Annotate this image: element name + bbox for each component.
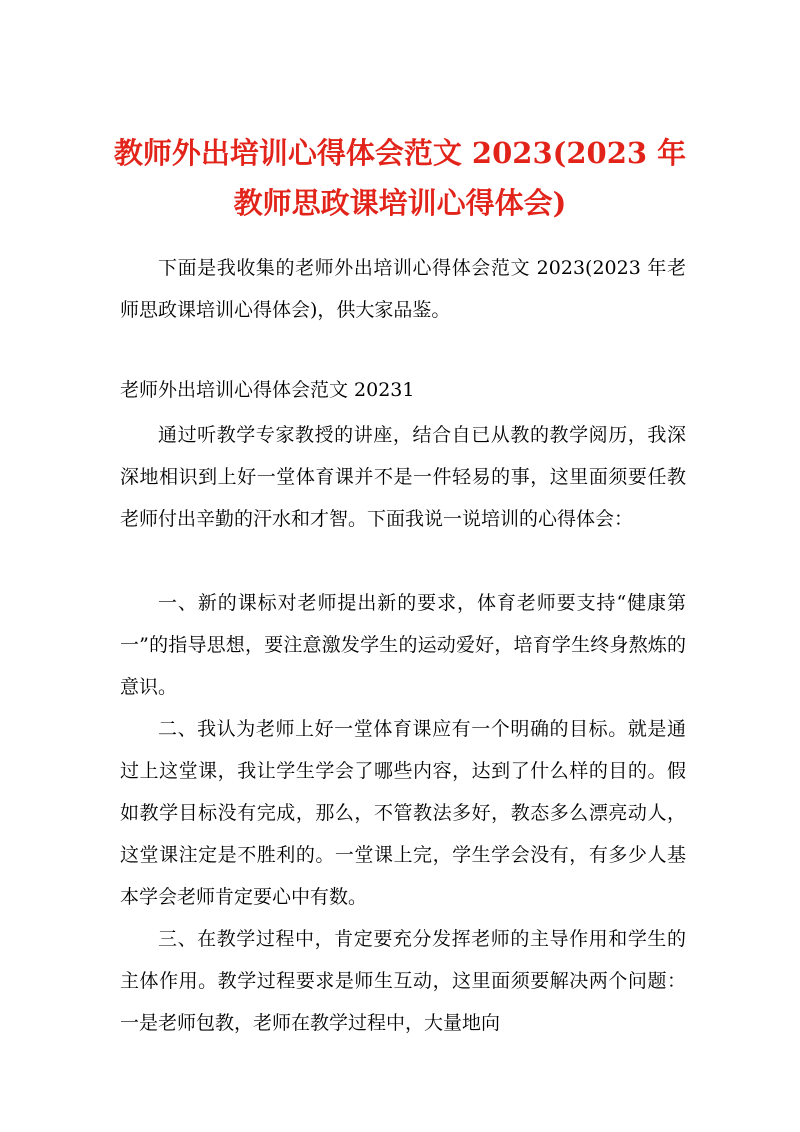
body-paragraph-2: 一、新的课标对老师提出新的要求，体育老师要支持“健康第一”的指导思想，要注意激发学生的运动爱好，培育学生终身熬炼的意识。 <box>120 592 686 698</box>
section-heading: 老师外出培训心得体会范文 20231 <box>120 379 415 401</box>
document-title: 教师外出培训心得体会范文 2023(2023 年教师思政课培训心得体会) <box>113 136 687 220</box>
body-paragraph-1: 通过听教学专家教授的讲座，结合自已从教的教学阅历，我深深地相识到上好一堂体育课并不是一件轻易的事，这里面须要任教老师付出辛勤的汗水和才智。下面我说一说培训的心得体会： <box>120 424 686 530</box>
body-paragraph-3: 二、我认为老师上好一堂体育课应有一个明确的目标。就是通过上这堂课，我让学生学会了哪些内容，达到了什么样的目的。假如教学目标没有完成，那么，不管教法多好，教态多么漂亮动人，这堂课注定是不胜利的。一堂课上完，学生学会没有，有多少人基本学会老师肯定要心中有数。 <box>120 718 686 908</box>
body-paragraph-4: 三、在教学过程中，肯定要充分发挥老师的主导作用和学生的主体作用。教学过程要求是师生互动，这里面须要解决两个问题：一是老师包教，老师在教学过程中，大量地向 <box>120 928 686 1034</box>
intro-paragraph: 下面是我收集的老师外出培训心得体会范文 2023(2023 年老师思政课培训心得体会)，供大家品鉴。 <box>120 257 686 321</box>
